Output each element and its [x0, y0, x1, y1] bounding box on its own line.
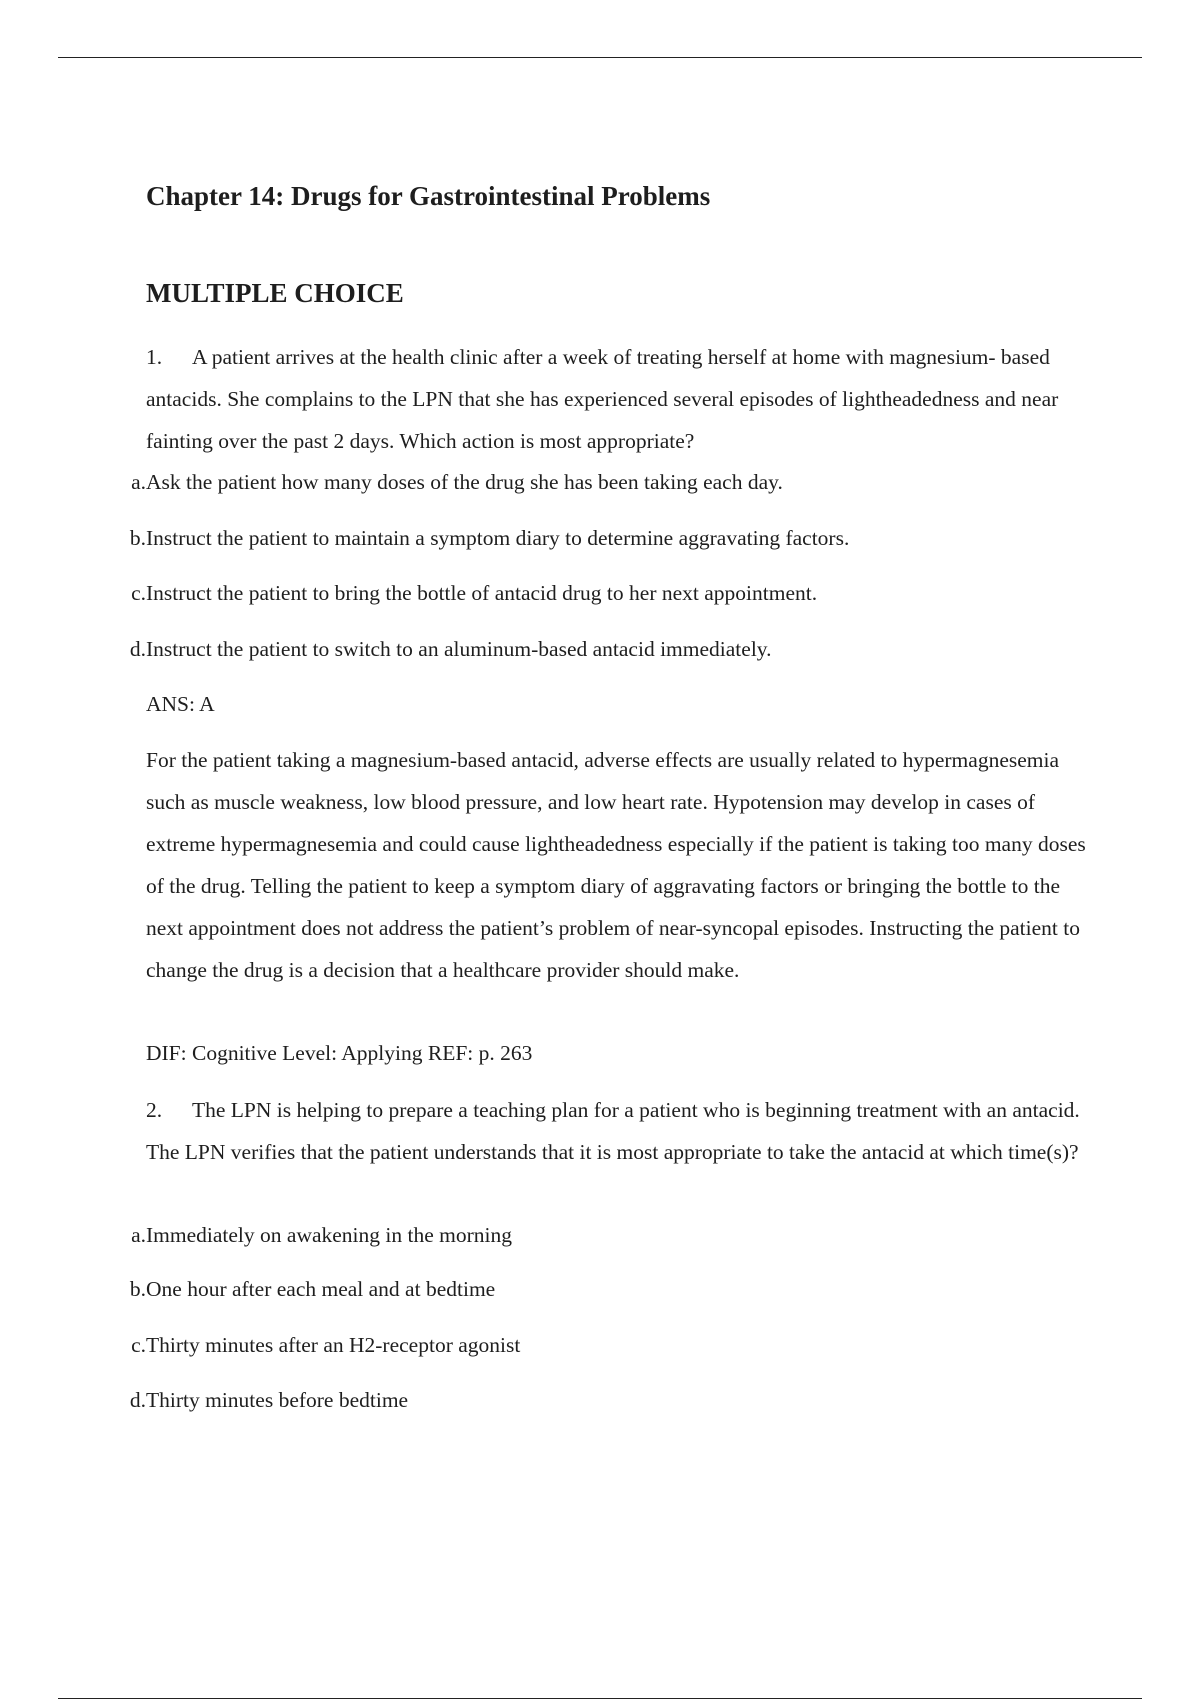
- option-text: Instruct the patient to maintain a symptom diary to determine aggravating factors.: [146, 526, 850, 550]
- question-2-option-a: [100, 1220, 512, 1250]
- option-letter: b.: [129, 526, 146, 550]
- question-1-option-a: [100, 467, 783, 497]
- question-2-option-d: [100, 1385, 408, 1415]
- question-2-option-b: [100, 1274, 495, 1304]
- question-number: 2.: [146, 1098, 163, 1122]
- option-letter: c.: [131, 1333, 146, 1357]
- option-letter: a.: [131, 1223, 146, 1247]
- option-text: One hour after each meal and at bedtime: [146, 1277, 496, 1301]
- option-text: Thirty minutes after an H2-receptor agonist: [146, 1333, 521, 1357]
- chapter-title: Chapter 14: Drugs for Gastrointestinal Problems: [146, 181, 711, 211]
- option-text: Immediately on awakening in the morning: [146, 1223, 513, 1247]
- question-text: A patient arrives at the health clinic after a week of treating herself at home with magnesium- based antacids. She complains to the LPN that she has experienced several episodes of lightheadedness and near fainting over the past 2 days. Which action is most appropriate?: [146, 345, 1059, 453]
- option-letter: a.: [131, 470, 146, 494]
- question-1-option-d: [100, 634, 772, 664]
- question-1-option-c: [100, 578, 817, 608]
- option-text: Thirty minutes before bedtime: [146, 1388, 409, 1412]
- top-rule: [58, 57, 1142, 58]
- option-text: Instruct the patient to switch to an aluminum-based antacid immediately.: [146, 637, 772, 661]
- option-letter: d.: [129, 1388, 146, 1412]
- option-letter: c.: [131, 581, 146, 605]
- option-text: Ask the patient how many doses of the drug she has been taking each day.: [146, 470, 783, 494]
- question-text: The LPN is helping to prepare a teaching plan for a patient who is beginning treatment with an antacid. The LPN verifies that the patient understands that it is most appropriate to take the antacid at which time(s)?: [146, 1098, 1080, 1164]
- question-2-stem: [146, 1089, 1096, 1173]
- option-letter: d.: [129, 637, 146, 661]
- question-1-answer: ANS: A: [146, 692, 215, 716]
- section-heading: MULTIPLE CHOICE: [146, 278, 404, 308]
- bottom-rule: [58, 1698, 1142, 1699]
- question-2-option-c: [100, 1330, 520, 1360]
- option-text: Instruct the patient to bring the bottle of antacid drug to her next appointment.: [146, 581, 818, 605]
- question-number: 1.: [146, 345, 163, 369]
- option-letter: b.: [129, 1277, 146, 1301]
- question-1-stem: [146, 336, 1096, 462]
- question-1-rationale: For the patient taking a magnesium-based antacid, adverse effects are usually related to hypermagnesemia such as muscle weakness, low blood pressure, and low heart rate. Hypotension may develop in cases of extreme hypermagnesemia and could cause lightheadedness especially if the patient is taking too many doses of the drug. Telling the patient to keep a symptom diary of aggravating factors or bringing the bottle to the next appointment does not address the patient’s problem of near-syncopal episodes. Instructing the patient to change the drug is a decision that a healthcare provider should make.: [146, 748, 1086, 982]
- question-1-dif: DIF: Cognitive Level: Applying REF: p. 263: [146, 1041, 533, 1065]
- question-1-option-b: [100, 523, 849, 553]
